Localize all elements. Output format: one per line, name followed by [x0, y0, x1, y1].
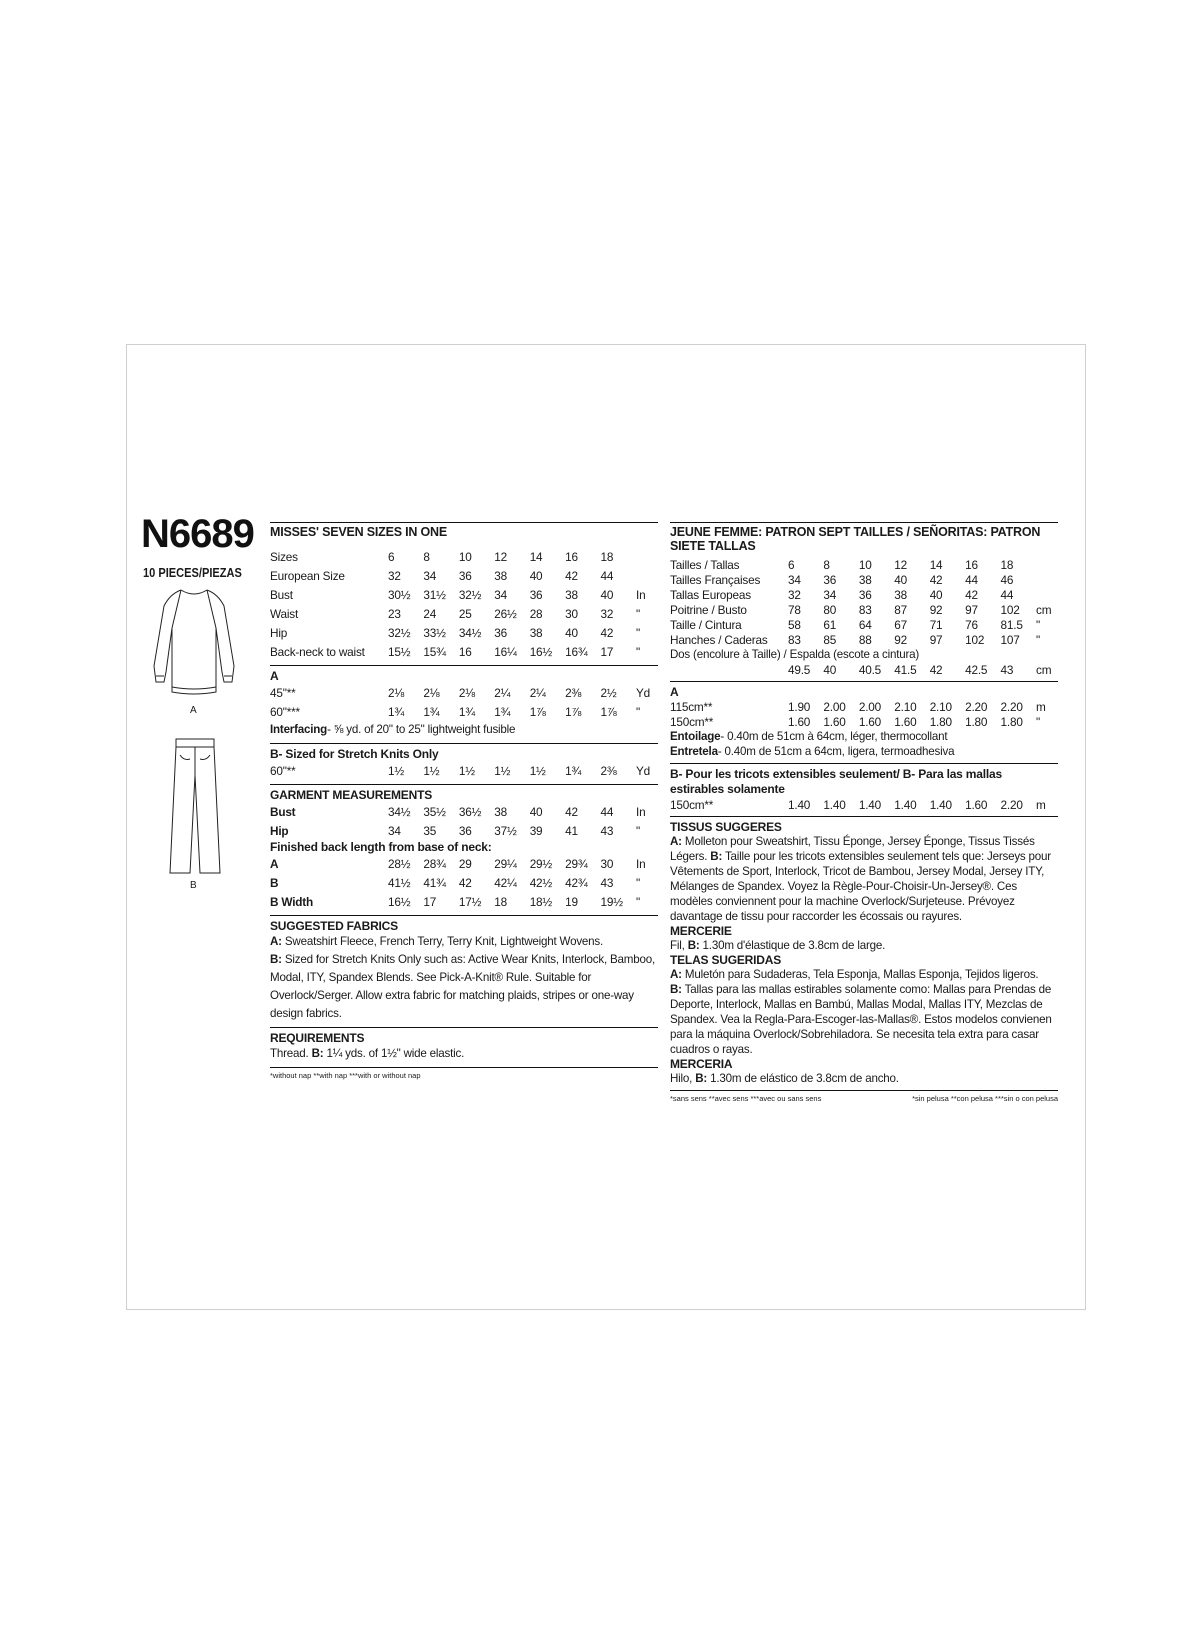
table-cell: 16½ — [388, 894, 411, 909]
table-row — [670, 714, 1058, 729]
table-row — [270, 821, 658, 840]
view-a-yardage-table — [270, 683, 658, 721]
table-cell: 2¼ — [494, 685, 511, 700]
table-cell: 23 — [388, 606, 401, 621]
table-row — [270, 892, 658, 911]
unit-cell: " — [636, 823, 640, 838]
table-cell: 2⅜ — [600, 763, 617, 778]
fabrics-view-b: B: Sized for Stretch Knits Only such as: Active Wear Knits, Interlock, Bamboo, Modal, ITY, Spandex Blends. See Pick-A-Knit® Rule. Suitable for Overlock/Serger. Allow extra fabric for matching plaids, stripes or one-way design fabrics. — [270, 953, 655, 1020]
table-cell: 49.5 — [788, 662, 811, 677]
table-cell: 2.20 — [1000, 797, 1023, 812]
unit-cell: " — [1036, 714, 1040, 729]
merceria-header: MERCERIA — [670, 1057, 733, 1071]
table-cell: 25 — [458, 606, 472, 621]
table-cell: 29¾ — [565, 856, 588, 871]
table-cell: 1.60 — [965, 797, 988, 812]
table-cell: 1⅞ — [600, 704, 617, 719]
view-b-label: B — [190, 880, 197, 891]
fr-nap-footnote: *sans sens **avec sens ***avec ou sans sens — [670, 1094, 822, 1103]
table-row — [270, 604, 658, 623]
table-cell: 16 — [458, 644, 472, 659]
row-label: Bust — [270, 587, 293, 602]
table-cell: 76 — [965, 617, 978, 632]
fr-view-b-header: B- Pour les tricots extensibles seulement/ B- Para las mallas estirables solamente — [670, 767, 1002, 796]
table-cell: 1.60 — [788, 714, 811, 729]
table-cell: 38 — [529, 625, 543, 640]
table-cell: 2½ — [600, 685, 617, 700]
unit-cell: cm — [1036, 662, 1052, 677]
garment-measurements-header: GARMENT MEASUREMENTS — [270, 788, 433, 802]
row-label: Tailles / Tallas — [670, 557, 740, 572]
table-cell: 34 — [423, 568, 437, 583]
french-spanish-column — [670, 522, 1058, 1103]
fr-view-b-yardage-table — [670, 797, 1058, 812]
table-cell: 19 — [565, 894, 578, 909]
table-cell: 34 — [823, 587, 837, 602]
table-cell: 40 — [823, 662, 837, 677]
unit-cell — [1036, 587, 1058, 602]
table-cell: 83 — [858, 602, 872, 617]
table-cell: 43 — [600, 823, 614, 838]
fr-view-a-header: A — [670, 685, 679, 699]
fabrics-view-a: A: Sweatshirt Fleece, French Terry, Terry Knit, Lightweight Wovens. — [270, 935, 604, 948]
table-row — [670, 617, 1058, 632]
table-cell: 42¼ — [494, 875, 517, 890]
table-row — [270, 802, 658, 821]
table-cell: 31½ — [423, 587, 446, 602]
requirements-text: Thread. B: 1¼ yds. of 1½" wide elastic. — [270, 1047, 465, 1060]
row-label: Tailles Françaises — [670, 572, 761, 587]
table-row — [670, 572, 1058, 587]
suggested-fabrics-header: SUGGESTED FABRICS — [270, 919, 398, 933]
table-cell: 2.00 — [858, 699, 882, 714]
table-cell: 1¾ — [458, 704, 475, 719]
fr-footnotes — [670, 1094, 1058, 1103]
table-cell: 2.20 — [965, 699, 988, 714]
table-cell: 58 — [788, 617, 801, 632]
table-cell: 38 — [894, 587, 907, 602]
table-cell: 32½ — [458, 587, 482, 602]
view-b-yardage-header: B- Sized for Stretch Knits Only — [270, 747, 439, 761]
table-cell: 35 — [423, 823, 437, 838]
table-row — [270, 683, 658, 702]
french-spanish-title: JEUNE FEMME: PATRON SEPT TAILLES / SEÑORITAS: PATRON SIETE TALLAS — [670, 522, 1058, 553]
table-cell: 41¾ — [423, 875, 446, 890]
table-row — [270, 623, 658, 642]
fr-back-length-table — [670, 662, 1058, 677]
row-label: Sizes — [270, 549, 298, 564]
row-label: Bust — [270, 804, 296, 819]
table-cell: 38 — [494, 804, 507, 819]
unit-cell — [636, 566, 658, 585]
unit-cell: " — [636, 644, 640, 659]
table-cell: 24 — [423, 606, 437, 621]
table-cell: 42 — [565, 568, 578, 583]
row-label: 60"*** — [270, 704, 300, 719]
unit-cell — [1036, 572, 1058, 587]
table-cell: 29¼ — [494, 856, 517, 871]
row-label: Poitrine / Busto — [670, 602, 747, 617]
table-cell: 1⅞ — [529, 704, 546, 719]
table-cell: 85 — [823, 632, 837, 647]
fr-back-length-label: Dos (encolure à Taille) / Espalda (escote a cintura) — [670, 648, 920, 661]
table-cell: 87 — [894, 602, 907, 617]
entretela-note: Entretela- 0.40m de 51cm a 64cm, ligera, termoadhesiva — [670, 745, 955, 758]
interfacing-note: Interfacing- ⅝ yd. of 20" to 25" lightweight fusible — [270, 723, 516, 736]
table-cell: 1½ — [494, 763, 511, 778]
table-row — [670, 602, 1058, 617]
row-label: Waist — [270, 606, 299, 621]
pattern-number: N6689 — [141, 512, 254, 556]
table-cell: 1¾ — [423, 704, 440, 719]
row-label: B Width — [270, 894, 314, 909]
table-cell: 1¾ — [565, 763, 582, 778]
table-cell: 1.60 — [823, 714, 846, 729]
table-cell: 88 — [858, 632, 872, 647]
unit-cell: m — [1036, 797, 1046, 812]
table-cell: 10 — [858, 557, 872, 572]
telas-text: A: Muletón para Sudaderas, Tela Esponja, Mallas Esponja, Tejidos ligeros. B: Tallas para las mallas estirables solamente como: Mallas para Prendas de Deporte, Interlock, Mallas en Bambú, Mallas Modal, Mallas ITY, Mezclas de Spandex. Vea la Regla-Para-Escoger-las-Mallas®. Estos modelos convienen para la máquina Overlock/Sobrehiladora. Se necesita tela extra para casar cuadros o rayas. — [670, 968, 1052, 1056]
table-cell: 1.60 — [858, 714, 882, 729]
view-a-yardage-header: A — [270, 669, 279, 683]
table-cell: 61 — [823, 617, 837, 632]
row-label: 115cm** — [670, 699, 713, 714]
table-cell: 29 — [458, 856, 472, 871]
fr-view-a-yardage-table — [670, 699, 1058, 729]
table-cell: 42 — [929, 572, 943, 587]
table-cell: 14 — [529, 549, 543, 564]
table-cell: 28¾ — [423, 856, 446, 871]
tissus-text: A: Molleton pour Sweatshirt, Tissu Éponge, Jersey Éponge, Tissus Tissés Légers. B: Taille pour les tricots extensibles seulement tels que: Jerseys pour Vêtements de Sport, Interlock, Tricot de Bambou, Jersey Modal, Jersey ITY, Mélanges de Spandex. Voyez la Règle-Pour-Choisir-Un-Jersey®. Ces modèles conviennent pour la machine Overlock/Surjeteuse. Prévoyez davantage de tissu pour raccorder les écossais ou rayures. — [670, 835, 1051, 923]
row-label: 45"** — [270, 685, 296, 700]
table-cell: 34½ — [388, 804, 411, 819]
table-cell: 2⅛ — [423, 685, 440, 700]
table-cell: 6 — [788, 557, 795, 572]
table-row — [270, 702, 658, 721]
unit-cell: m — [1036, 699, 1046, 714]
fr-body-measurements-table — [670, 557, 1058, 647]
mercerie-text: Fil, B: 1.30m d'élastique de 3.8cm de large. — [670, 939, 886, 952]
table-cell: 83 — [788, 632, 801, 647]
table-cell: 40 — [894, 572, 907, 587]
table-cell: 1.80 — [1000, 714, 1023, 729]
table-cell: 18 — [1000, 557, 1014, 572]
table-cell: 10 — [458, 549, 472, 564]
table-cell: 36 — [494, 625, 507, 640]
row-label: 150cm** — [670, 797, 714, 812]
tissus-header: TISSUS SUGGERES — [670, 820, 782, 834]
table-cell: 92 — [894, 632, 907, 647]
unit-cell: In — [636, 804, 646, 819]
unit-cell: Yd — [636, 763, 651, 778]
entoilage-note: Entoilage- 0.40m de 51cm à 64cm, léger, thermocollant — [670, 730, 948, 743]
unit-cell: " — [636, 625, 640, 640]
table-cell: 2⅜ — [565, 685, 582, 700]
table-cell: 40.5 — [858, 662, 882, 677]
table-row — [670, 632, 1058, 647]
table-cell: 1.40 — [823, 797, 846, 812]
table-cell: 1¾ — [388, 704, 404, 719]
table-cell: 29½ — [529, 856, 553, 871]
table-cell: 38 — [858, 572, 872, 587]
table-cell: 42¾ — [565, 875, 588, 890]
table-row — [270, 585, 658, 604]
table-cell: 67 — [894, 617, 907, 632]
table-cell: 2.00 — [823, 699, 846, 714]
mercerie-header: MERCERIE — [670, 924, 732, 938]
table-cell: 41.5 — [894, 662, 917, 677]
table-cell: 41 — [565, 823, 578, 838]
table-cell: 30 — [565, 606, 578, 621]
table-cell: 36½ — [458, 804, 482, 819]
table-cell: 1½ — [458, 763, 475, 778]
table-cell: 80 — [823, 602, 837, 617]
table-cell: 32 — [600, 606, 614, 621]
table-cell: 19½ — [600, 894, 623, 909]
table-row — [670, 587, 1058, 602]
table-cell: 32½ — [388, 625, 411, 640]
table-cell: 18 — [600, 549, 614, 564]
row-label: Hip — [270, 823, 289, 838]
body-measurements-table — [270, 547, 658, 661]
table-cell: 44 — [600, 568, 614, 583]
table-cell: 2⅛ — [458, 685, 475, 700]
row-label: Taille / Cintura — [670, 617, 742, 632]
table-cell: 97 — [965, 602, 978, 617]
unit-cell — [636, 547, 658, 566]
view-a-illustration — [148, 584, 240, 698]
requirements-header: REQUIREMENTS — [270, 1031, 365, 1045]
table-cell: 16 — [565, 549, 578, 564]
table-cell: 42 — [600, 625, 614, 640]
table-cell: 1.80 — [965, 714, 988, 729]
table-row — [270, 547, 658, 566]
table-row — [270, 854, 658, 873]
table-cell: 35½ — [423, 804, 446, 819]
row-label: 60"** — [270, 763, 296, 778]
table-cell: 40 — [529, 804, 543, 819]
table-cell: 36 — [858, 587, 872, 602]
table-cell: 38 — [565, 587, 578, 602]
table-cell: 40 — [529, 568, 543, 583]
table-cell: 30 — [600, 856, 614, 871]
table-cell: 64 — [858, 617, 872, 632]
table-cell: 42 — [458, 875, 472, 890]
table-cell: 102 — [1000, 602, 1020, 617]
nap-footnote: *without nap **with nap ***with or without nap — [270, 1071, 421, 1080]
table-cell: 42.5 — [965, 662, 988, 677]
unit-cell: " — [636, 894, 640, 909]
row-label: A — [270, 856, 279, 871]
unit-cell: " — [1036, 617, 1040, 632]
view-b-yardage-table — [270, 761, 658, 780]
table-cell: 8 — [823, 557, 830, 572]
table-cell: 33½ — [423, 625, 446, 640]
es-nap-footnote: *sin pelusa **con pelusa ***sin o con pelusa — [912, 1094, 1058, 1103]
table-cell: 16½ — [529, 644, 553, 659]
pieces-count: 10 PIECES/PIEZAS — [143, 565, 242, 580]
table-row — [670, 557, 1058, 572]
table-cell: 18 — [494, 894, 507, 909]
table-cell: 36 — [823, 572, 837, 587]
table-cell: 12 — [894, 557, 907, 572]
table-cell: 18½ — [529, 894, 553, 909]
row-label — [670, 662, 788, 677]
row-label: Tallas Europeas — [670, 587, 751, 602]
unit-cell: In — [636, 587, 646, 602]
table-cell: 16 — [965, 557, 978, 572]
english-column — [270, 522, 658, 1080]
unit-cell: " — [636, 875, 640, 890]
table-cell: 46 — [1000, 572, 1014, 587]
table-row — [670, 662, 1058, 677]
table-row — [270, 642, 658, 661]
table-cell: 42½ — [529, 875, 553, 890]
table-cell: 2.10 — [929, 699, 952, 714]
table-cell: 1½ — [388, 763, 404, 778]
table-cell: 12 — [494, 549, 507, 564]
view-b-illustration — [164, 735, 226, 879]
table-cell: 36 — [529, 587, 543, 602]
table-cell: 16¼ — [494, 644, 517, 659]
unit-cell: " — [636, 704, 640, 719]
table-cell: 81.5 — [1000, 617, 1023, 632]
table-cell: 40 — [565, 625, 578, 640]
table-cell: 26½ — [494, 606, 517, 621]
back-length-header: Finished back length from base of neck: — [270, 840, 492, 854]
view-a-label: A — [190, 705, 197, 716]
table-cell: 28½ — [388, 856, 411, 871]
table-cell: 102 — [965, 632, 985, 647]
table-cell: 16¾ — [565, 644, 588, 659]
table-cell: 78 — [788, 602, 801, 617]
table-cell: 17 — [423, 894, 437, 909]
table-cell: 1⅞ — [565, 704, 582, 719]
table-cell: 1½ — [529, 763, 546, 778]
unit-cell: " — [636, 606, 640, 621]
table-cell: 42 — [929, 662, 943, 677]
english-title: MISSES' SEVEN SIZES IN ONE — [270, 522, 658, 539]
table-cell: 44 — [600, 804, 614, 819]
table-cell: 32 — [388, 568, 401, 583]
table-cell: 36 — [458, 568, 472, 583]
table-cell: 1.40 — [788, 797, 811, 812]
table-cell: 40 — [929, 587, 943, 602]
table-cell: 28 — [529, 606, 543, 621]
table-cell: 17½ — [458, 894, 482, 909]
table-row — [270, 873, 658, 892]
table-cell: 39 — [529, 823, 543, 838]
table-cell: 1.40 — [858, 797, 882, 812]
row-label: Back-neck to waist — [270, 644, 365, 659]
unit-cell: In — [636, 856, 646, 871]
table-cell: 42 — [965, 587, 978, 602]
table-row — [670, 699, 1058, 714]
table-cell: 1½ — [423, 763, 440, 778]
table-cell: 41½ — [388, 875, 411, 890]
table-cell: 1.90 — [788, 699, 811, 714]
table-cell: 30½ — [388, 587, 411, 602]
table-cell: 40 — [600, 587, 614, 602]
back-length-table — [270, 854, 658, 911]
row-label: Hip — [270, 625, 288, 640]
table-cell: 34 — [494, 587, 507, 602]
table-cell: 1.40 — [929, 797, 952, 812]
telas-header: TELAS SUGERIDAS — [670, 953, 782, 967]
table-cell: 1.60 — [894, 714, 917, 729]
table-cell: 2.10 — [894, 699, 917, 714]
table-cell: 42 — [565, 804, 578, 819]
table-cell: 44 — [1000, 587, 1014, 602]
table-cell: 36 — [458, 823, 472, 838]
table-cell: 8 — [423, 549, 430, 564]
garment-measurements-table — [270, 802, 658, 840]
table-cell: 15¾ — [423, 644, 446, 659]
table-cell: 1¾ — [494, 704, 511, 719]
table-cell: 43 — [1000, 662, 1014, 677]
table-cell: 43 — [600, 875, 614, 890]
table-cell: 92 — [929, 602, 943, 617]
table-cell: 44 — [965, 572, 978, 587]
table-cell: 2¼ — [529, 685, 546, 700]
unit-cell: Yd — [636, 685, 651, 700]
table-cell: 15½ — [388, 644, 411, 659]
merceria-text: Hilo, B: 1.30m de elástico de 3.8cm de ancho. — [670, 1072, 899, 1085]
unit-cell: cm — [1036, 602, 1052, 617]
table-cell: 107 — [1000, 632, 1020, 647]
table-cell: 1.40 — [894, 797, 917, 812]
table-cell: 14 — [929, 557, 943, 572]
table-cell: 17 — [600, 644, 614, 659]
table-cell: 71 — [929, 617, 943, 632]
table-cell: 34 — [788, 572, 801, 587]
table-cell: 34 — [388, 823, 401, 838]
table-cell: 34½ — [458, 625, 482, 640]
table-cell: 6 — [388, 549, 395, 564]
table-row — [670, 797, 1058, 812]
table-cell: 37½ — [494, 823, 517, 838]
table-cell: 1.80 — [929, 714, 952, 729]
row-label: European Size — [270, 568, 345, 583]
table-cell: 2⅛ — [388, 685, 404, 700]
table-cell: 32 — [788, 587, 801, 602]
table-row — [270, 761, 658, 780]
row-label: B — [270, 875, 279, 890]
table-cell: 38 — [494, 568, 507, 583]
row-label: Hanches / Caderas — [670, 632, 768, 647]
table-row — [270, 566, 658, 585]
table-cell: 97 — [929, 632, 943, 647]
unit-cell — [1036, 557, 1058, 572]
table-cell: 2.20 — [1000, 699, 1023, 714]
row-label: 150cm** — [670, 714, 714, 729]
unit-cell: " — [1036, 632, 1040, 647]
